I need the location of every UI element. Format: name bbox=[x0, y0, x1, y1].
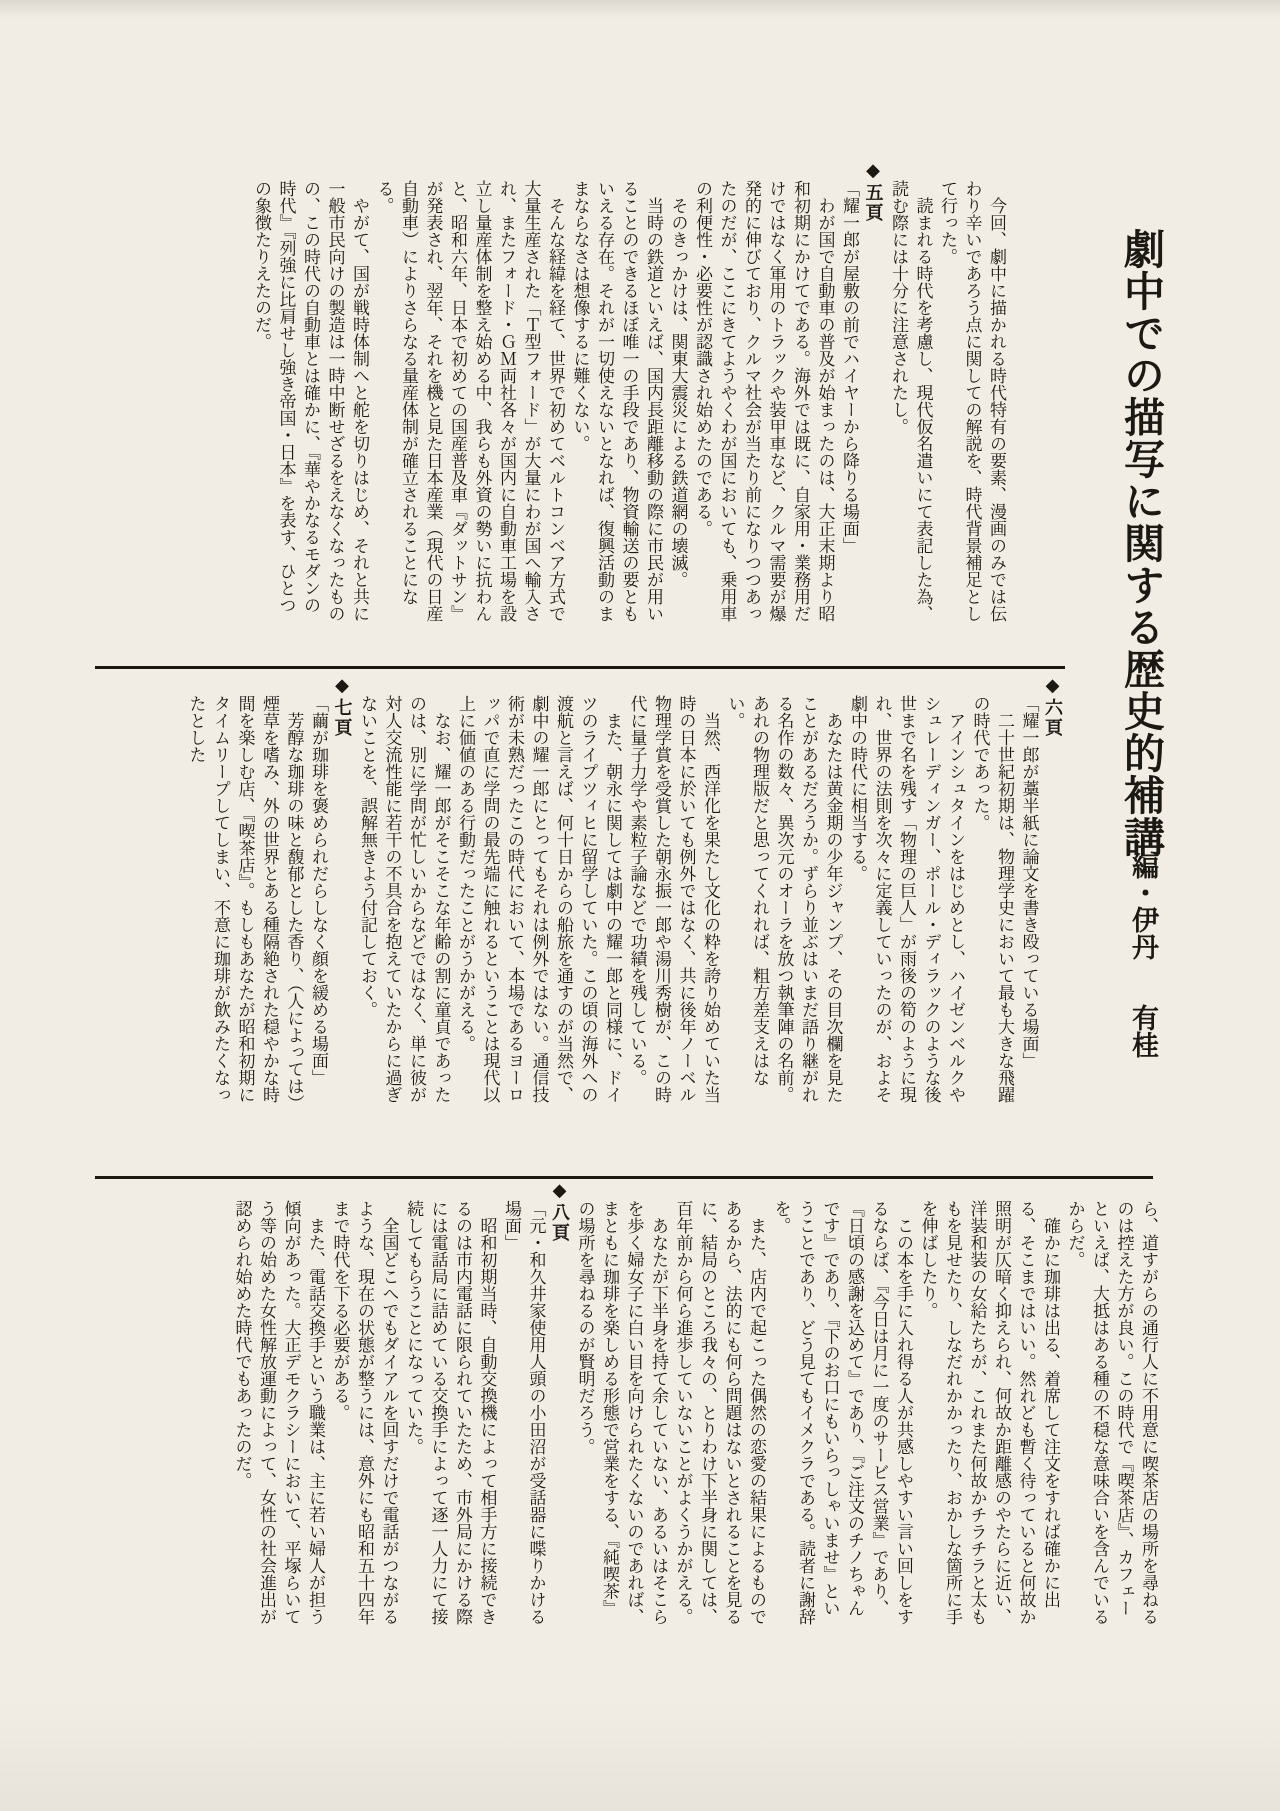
body-paragraph: あなたが下半身を持て余していない、あるいはそこらを歩く婦女子に白い目を向けられたくないのであれば、まともに珈琲を楽しめる形態で営業をする、『純喫茶』の場所を尋ねるのが賢明だろう。 bbox=[575, 1200, 668, 1625]
scene-title-page7: 「繭が珈琲を褒められだらしなく顔を緩める場面」 bbox=[309, 695, 328, 1086]
body-paragraph: あなたは黄金期の少年ジャンプ、その目次欄を見たことがあるだろうか。ずらり並ぶはいまだ語り継がれる名作の数々、異次元のオーラを放つ執筆陣の名前。あれの物理版だと思ってくれれば、粗方差支えはない。 bbox=[725, 695, 843, 1103]
section-marker-page6: ◆六頁 bbox=[1043, 675, 1063, 738]
body-paragraph: そんな経緯を経て、世界で初めてベルトコンベア方式で大量生産された「Ｔ型フォード」が大量にわが国へ輸入され、またフォード・ＧＭ両社各々が国内に自動車工場を設立し量産体制を整え始める中、我らも外資の勢いに抗わんと、昭和六年、日本で初めての国産普及車『ダットサン』が発表され、翌年、それを機と見た日本産業（現代の日産自動車）によりさらなる量産体制が確立されることになる。 bbox=[374, 180, 565, 622]
body-paragraph: 二十世紀初期は、物理学史において最も大きな飛躍の時代であった。 bbox=[970, 695, 1014, 1103]
body-paragraph: 昭和初期当時、自動交換機によって相手方に接続できるのは市内電話に限られていたため、市外局にかける際には電話局に詰めている交換手によって逐一人力にて接続してもらうことになっていた。 bbox=[404, 1200, 497, 1625]
body-paragraph: また、朝永に関しては劇中の耀一郎と同様に、ドイツのライプツィヒに留学していた。この頃の海外への渡航と言えば、何十日からの船旅を通すのが当然で、劇中の耀一郎にとってもそれは例外ではない。通信技術が未熟だったこの時代において、本場であるヨーロッパで直に学問の最先端に触れるということは現代以上に価値のある行動だったことがうかがえる。 bbox=[456, 695, 622, 1103]
body-paragraph: 当時の鉄道といえば、国内長距離移動の際に市民が用いることのできるほぼ唯一の手段であり、物資輸送の要ともいえる存在。それが一切使えないとなれば、復興活動のままならなさは想像するに難くない。 bbox=[570, 180, 663, 622]
body-paragraph: また、電話交換手という職業は、主に若い婦人が担う傾向があった。大正デモクラシーにおいて、平塚らいてう等の始めた女性解放運動によって、女性の社会進出が認められ始めた時代でもあったのだ。 bbox=[232, 1200, 325, 1625]
section-marker-page5: ◆五頁 bbox=[863, 160, 884, 223]
body-paragraph: そのきっかけは、関東大震災による鉄道網の壊滅。 bbox=[668, 197, 688, 588]
body-paragraph: なお、耀一郎がそこそこな年齢の割に童貞であったのは、別に学問が忙しいからなどではなく、単に彼が対人交流性能に若干の不具合を抱えていたからに過ぎないことを、誤解無きよう付記しておく。 bbox=[358, 695, 451, 1103]
editor-label: 編・伊丹 bbox=[1128, 852, 1158, 960]
band-separator-rule-bottom bbox=[95, 1176, 1153, 1179]
text-band-top bbox=[92, 160, 1008, 630]
scene-title-page8: 「元・和久井家使用人頭の小田沼が受話器に喋りかける場面」 bbox=[502, 1200, 546, 1625]
body-paragraph: アインシュタインをはじめとし、ハイゼンベルクやシュレーディンガー、ポール・ディラックのような後世まで名を残す「物理の巨人」が雨後の筍のように現れ、世界の法則を次々に定義していったのが、およそ劇中の時代に相当する。 bbox=[848, 695, 965, 1103]
body-paragraph: また、店内で起こった偶然の恋愛の結果によるものであるから、法的にも何ら問題はないとされることを見るに、結局のところ我々の、とりわけ下半身に関しては、百年前から何ら進歩していないことがよくうかがえる。 bbox=[673, 1200, 766, 1625]
intro-paragraph: 読まれる時代を考慮し、現代仮名遣いにて表記した為、読む際には十分に注意されたし。 bbox=[889, 180, 933, 622]
editor-credit bbox=[1123, 852, 1162, 1058]
intro-paragraph: 今回、劇中に描かれる時代特有の要素、漫画のみでは伝わり辛いであろう点に関しての解説を、時代背景補足として行った。 bbox=[938, 180, 1006, 622]
editor-name: 有桂 bbox=[1128, 1004, 1158, 1058]
body-paragraph: 当然、西洋化を果たし文化の粋を誇り始めていた当時の日本に於いても例外ではなく、共に後年ノーベル物理学賞を受賞した朝永振一郎や湯川秀樹が、この時代に量子力学や素粒子論などで功績を残している。 bbox=[627, 695, 720, 1103]
body-paragraph: やがて、国が戦時体制へと舵を切りはじめ、それと共に一般市民向けの製造は一時中断せざるをえなくなったものの、この時代の自動車とは確かに、『華やかなるモダンの時代』『列強に比肩せし強き帝国・日本』を表す、ひとつの象徴たりえたのだ。 bbox=[252, 180, 369, 622]
body-paragraph: わが国で自動車の普及が始まったのは、大正末期より昭和初期にかけてである。海外では既に、自家用・業務用だけではなく軍用のトラックや装甲車など、クルマ需要が爆発的に伸びており、クルマ社会が当たり前になりつつあったのだが、ここにきてようやくわが国においても、乗用車の利便性・必要性が認識され始めたのである。 bbox=[693, 180, 835, 622]
body-paragraph-continuation: ら、道すがらの通行人に不用意に喫茶店の場所を尋ねるのは控えた方が良い。この時代で『喫茶店』、カフェーといえば、大抵はある種の不穏な意味合いを含んでいるからだ。 bbox=[1065, 1200, 1158, 1625]
body-paragraph: 芳醇な珈琲の味と馥郁とした香り、（人によっては）煙草を嗜み、外の世界とある種隔絶された穏やかな時間を楽しむ店、『喫茶店』。もしもあなたが昭和初期にタイムリープしてしまい、不意に珈琲が飲みたくなったとした bbox=[186, 695, 304, 1103]
section-marker-page8: ◆八頁 bbox=[550, 1180, 570, 1243]
body-paragraph: 確かに珈琲は出る、着席して注文をすれば確かに出る、そこまではいい。然れども暫く待っていると何故か照明が仄暗く抑えられ、何故か距離感のやたらに近い、洋装和装の女給たちが、これまた何故かチラチラと太ももを見せたり、しなだれかかったり、おかしな箇所に手を伸ばしたり。 bbox=[918, 1200, 1060, 1625]
body-paragraph: この本を手に入れ得る人が共感しやすい言い回しをするならば、『今日は月に一度のサービス営業』であり、『日頃の感謝を込めて』であり、『ご注文のチノちゃんです』であり、『下のお口にもいらっしゃいませ』ということであり、どう見てもイメクラである。読者に謝辞を。 bbox=[771, 1200, 913, 1625]
text-band-middle bbox=[93, 675, 1065, 1105]
section-marker-page7: ◆七頁 bbox=[332, 675, 353, 738]
page-title: 劇中での描写に関する歴史的補講 bbox=[1118, 228, 1164, 858]
body-paragraph: 全国どこへでもダイアルを回すだけで電話がつながるような、現在の状態が整うには、意外にも昭和五十四年まで時代を下る必要がある。 bbox=[330, 1200, 399, 1625]
scene-title-page5: 「耀一郎が屋敷の前でハイヤーから降りる場面」 bbox=[840, 180, 859, 554]
scene-title-page6: 「耀一郎が藁半紙に論文を書き殴っている場面」 bbox=[1019, 695, 1039, 1069]
band-separator-rule-top bbox=[95, 666, 1065, 669]
text-band-bottom bbox=[94, 1180, 1160, 1625]
